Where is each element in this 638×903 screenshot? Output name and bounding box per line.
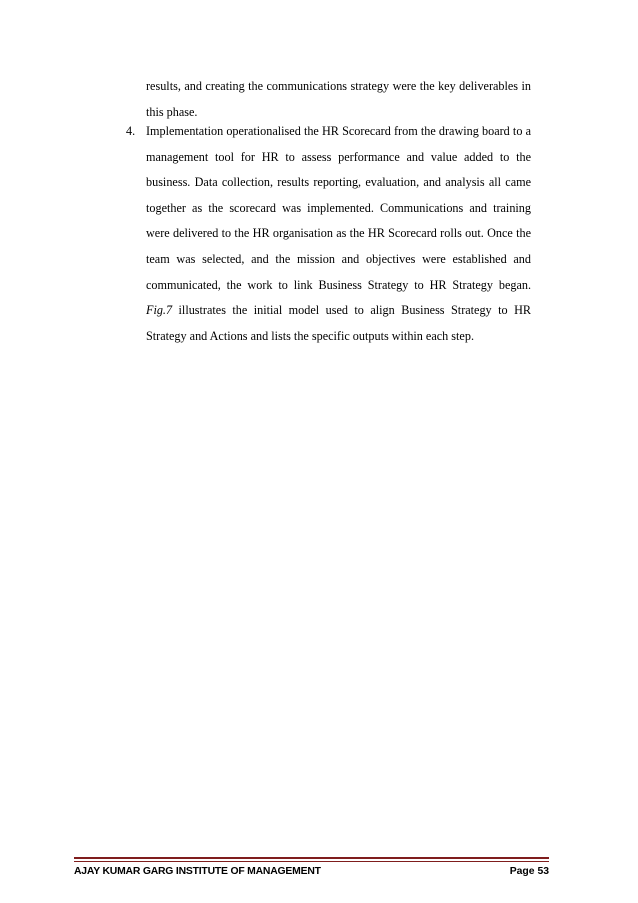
footer-rule-thin [74,861,549,862]
list-item [126,119,531,349]
footer-rule [74,857,549,859]
footer-institute-name: AJAY KUMAR GARG INSTITUTE OF MANAGEMENT [74,866,321,877]
figure-reference: Fig.7 [146,303,173,318]
continued-paragraph: results, and creating the communications strategy were the key deliverables in this phase. [146,79,531,119]
list-item-number: 4. [126,124,136,138]
footer-page-number: Page 53 [509,866,549,877]
list-item-text-continued: illustrates the initial model used to align Business Strategy to HR Strategy and Actions and lists the specific outputs within each step. [146,303,531,343]
list-item-text: Implementation operationalised the HR Scorecard from the drawing board to a management tool for HR to assess performance and value added to the business. Data collection, results reporting, evaluation, and analysis all came together as the scorecard was implemented. Communications and training were delivered to the HR organisation as the HR Scorecard rolls out. Once the team was selected, and the mission and objectives were established and communicated, the work to link Business Strategy to HR Strategy began. [146,124,531,292]
